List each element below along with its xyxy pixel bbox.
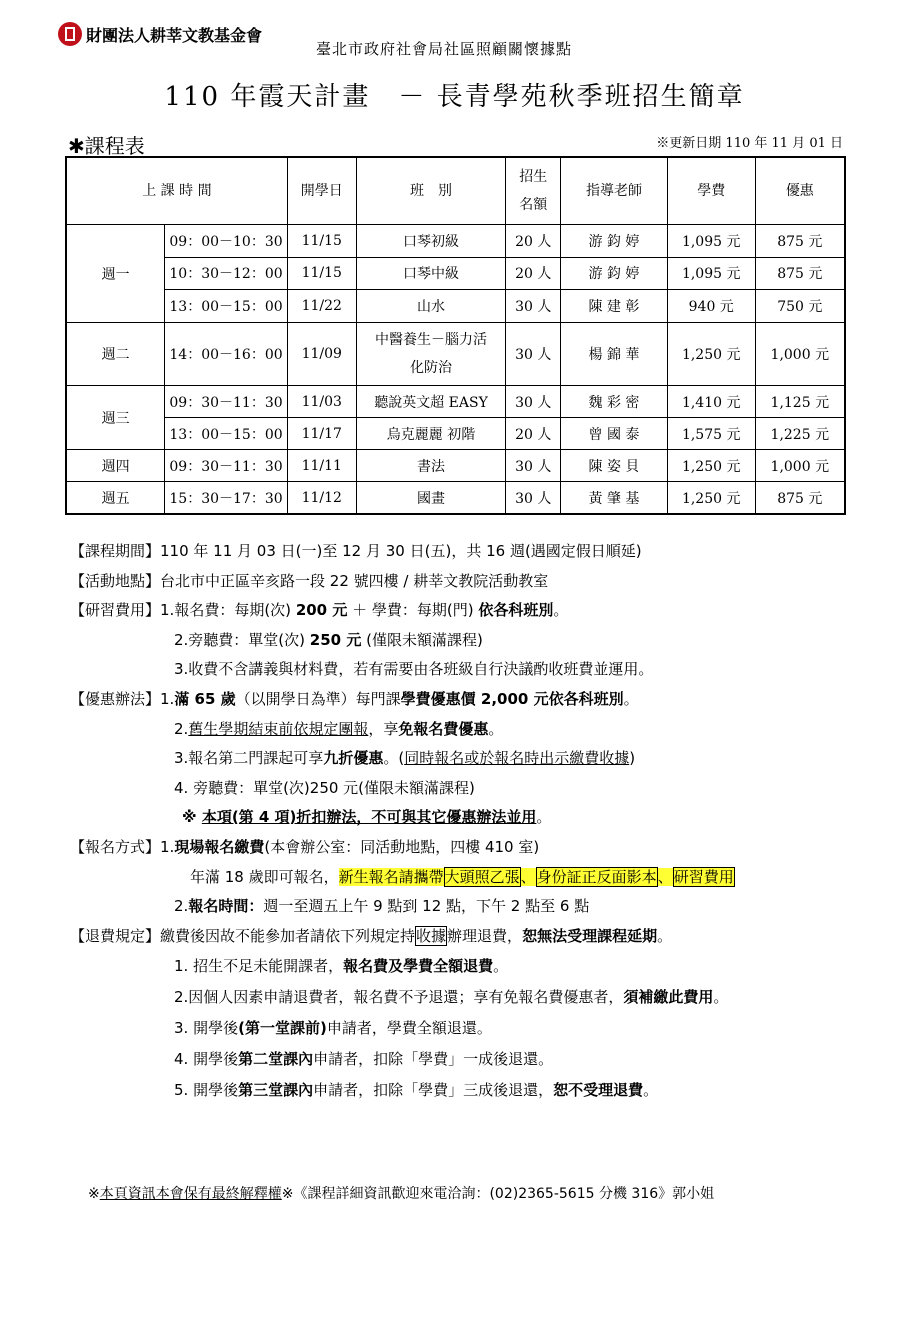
discount-line-1: 【優惠辦法】1.滿 65 歲（以開學日為準）每門課學費優惠價 2,000 元依各科班別。 [70, 689, 639, 708]
fee-cell: 1,250 元 [667, 450, 755, 482]
refund-rule-5: 5. 開學後第三堂課內申請者，扣除「學費」三成後退還，恕不受理退費。 [174, 1081, 659, 1100]
discount-line-3: 3.報名第二門課起可享九折優惠。(同時報名或於報名時出示繳費收據) [174, 749, 636, 768]
class-cell: 中醫養生－腦力活 化防治 [356, 323, 506, 386]
footer-note: ※本頁資訊本會保有最終解釋權※《課程詳細資訊歡迎來電洽詢：(02)2365-5615 分機 316》郭小姐 [88, 1186, 715, 1202]
start-cell: 11/15 [287, 257, 356, 290]
discount-cell: 875 元 [755, 225, 845, 258]
table-row [66, 450, 845, 482]
class-cell: 書法 [356, 450, 506, 482]
start-cell: 11/22 [287, 290, 356, 323]
table-row [66, 418, 845, 450]
day-cell: 週四 [66, 450, 165, 482]
start-cell: 11/15 [287, 225, 356, 258]
start-cell: 11/03 [287, 386, 356, 418]
refund-policy: 【退費規定】繳費後因故不能參加者請依下列規定持收據辦理退費，恕無法受理課程延期。 [70, 926, 673, 945]
day-cell: 週三 [66, 386, 165, 450]
logo-text: 財團法人耕莘文教基金會 [86, 25, 263, 45]
quota-cell: 30 人 [506, 386, 561, 418]
class-cell: 口琴初級 [356, 225, 506, 258]
refund-rule-1: 1. 招生不足未能開課者，報名費及學費全額退費。 [174, 957, 509, 976]
time-cell: 13：00－15：00 [165, 290, 288, 323]
teacher-cell: 曾 國 泰 [561, 418, 668, 450]
table-row [66, 386, 845, 418]
teacher-cell: 魏 彩 密 [561, 386, 668, 418]
foundation-logo-icon [58, 22, 82, 46]
quota-cell: 30 人 [506, 323, 561, 386]
discount-cell: 875 元 [755, 257, 845, 290]
fee-cell: 1,095 元 [667, 257, 755, 290]
quota-cell: 30 人 [506, 450, 561, 482]
course-period: 【課程期間】110 年 11 月 03 日(一)至 12 月 30 日(五)，共 16 週(遇國定假日順延) [70, 542, 642, 560]
class-cell: 山水 [356, 290, 506, 323]
discount-line-4: 4. 旁聽費：單堂(次)250 元(僅限未額滿課程) [174, 778, 475, 797]
day-cell: 週五 [66, 482, 165, 515]
class-cell: 口琴中級 [356, 257, 506, 290]
start-cell: 11/11 [287, 450, 356, 482]
info-section [70, 537, 870, 1106]
time-cell: 09：00－10：30 [165, 225, 288, 258]
teacher-cell: 黃 肇 基 [561, 482, 668, 515]
fees-line-1: 【研習費用】1.報名費：每期(次) 200 元 ＋ 學費：每期(門) 依各科班別。 [70, 601, 569, 620]
time-cell: 13：00－15：00 [165, 418, 288, 450]
refund-rule-3: 3. 開學後(第一堂課前)申請者，學費全額退還。 [174, 1019, 492, 1038]
teacher-cell: 游 鈞 婷 [561, 225, 668, 258]
class-cell: 國畫 [356, 482, 506, 515]
discount-cell: 1,000 元 [755, 450, 845, 482]
time-cell: 09：30－11：30 [165, 386, 288, 418]
quota-cell: 20 人 [506, 418, 561, 450]
header-teacher: 指導老師 [561, 157, 668, 225]
discount-cell: 1,125 元 [755, 386, 845, 418]
time-cell: 09：30－11：30 [165, 450, 288, 482]
table-row [66, 323, 845, 386]
fees-line-3: 3.收費不含講義與材料費，若有需要由各班級自行決議酌收班費並運用。 [174, 660, 654, 679]
quota-cell: 30 人 [506, 482, 561, 515]
discount-cell: 750 元 [755, 290, 845, 323]
fee-cell: 940 元 [667, 290, 755, 323]
venue: 【活動地點】台北市中正區辛亥路一段 22 號四樓 / 耕莘文教院活動教室 [70, 571, 549, 590]
table-row [66, 482, 845, 515]
time-cell: 10：30－12：00 [165, 257, 288, 290]
table-header-row [66, 157, 845, 225]
teacher-cell: 陳 建 彰 [561, 290, 668, 323]
start-cell: 11/17 [287, 418, 356, 450]
course-schedule-table [65, 156, 846, 515]
discount-note: ※ 本項(第 4 項)折扣辦法，不可與其它優惠辦法並用。 [182, 808, 552, 827]
header-time: 上 課 時 間 [66, 157, 287, 225]
header-class: 班 別 [356, 157, 506, 225]
start-cell: 11/09 [287, 323, 356, 386]
fee-cell: 1,250 元 [667, 482, 755, 515]
registration-line-2: 年滿 18 歲即可報名，新生報名請攜帶大頭照乙張、身份証正反面影本、研習費用 [190, 867, 734, 886]
quota-cell: 30 人 [506, 290, 561, 323]
registration-line-1: 【報名方式】1.現場報名繳費(本會辦公室：同活動地點，四樓 410 室) [70, 837, 540, 856]
discount-line-2: 2.舊生學期結束前依規定團報，享免報名費優惠。 [174, 719, 504, 738]
table-row [66, 290, 845, 323]
discount-cell: 875 元 [755, 482, 845, 515]
updated-date: ※更新日期 110 年 11 月 01 日 [656, 136, 843, 151]
fee-cell: 1,095 元 [667, 225, 755, 258]
header-discount: 優惠 [755, 157, 845, 225]
organization-line: 臺北市政府社會局社區照顧關懷據點 [316, 40, 573, 58]
page-title: 110 年霞天計畫 － 長青學苑秋季班招生簡章 [164, 82, 745, 112]
class-cell: 烏克麗麗 初階 [356, 418, 506, 450]
day-cell: 週一 [66, 225, 165, 323]
discount-cell: 1,225 元 [755, 418, 845, 450]
refund-rule-2: 2.因個人因素申請退費者，報名費不予退還；享有免報名費優惠者，須補繳此費用。 [174, 988, 729, 1007]
time-cell: 15：30－17：30 [165, 482, 288, 515]
header-fee: 學費 [667, 157, 755, 225]
quota-cell: 20 人 [506, 257, 561, 290]
fees-line-2: 2.旁聽費：單堂(次) 250 元 (僅限未額滿課程) [174, 630, 483, 649]
foundation-logo [58, 22, 262, 46]
table-row [66, 225, 845, 258]
header-quota: 招生 名額 [506, 157, 561, 225]
fee-cell: 1,575 元 [667, 418, 755, 450]
teacher-cell: 楊 錦 華 [561, 323, 668, 386]
registration-line-3: 2.報名時間：週一至週五上午 9 點到 12 點，下午 2 點至 6 點 [174, 897, 590, 916]
teacher-cell: 陳 姿 貝 [561, 450, 668, 482]
quota-cell: 20 人 [506, 225, 561, 258]
class-cell: 聽說英文超 EASY [356, 386, 506, 418]
fee-cell: 1,250 元 [667, 323, 755, 386]
start-cell: 11/12 [287, 482, 356, 515]
schedule-label: ✱課程表 [68, 134, 145, 158]
table-row [66, 257, 845, 290]
fee-cell: 1,410 元 [667, 386, 755, 418]
teacher-cell: 游 鈞 婷 [561, 257, 668, 290]
refund-rule-4: 4. 開學後第二堂課內申請者，扣除「學費」一成後退還。 [174, 1050, 554, 1069]
header-start: 開學日 [287, 157, 356, 225]
day-cell: 週二 [66, 323, 165, 386]
time-cell: 14：00－16：00 [165, 323, 288, 386]
discount-cell: 1,000 元 [755, 323, 845, 386]
